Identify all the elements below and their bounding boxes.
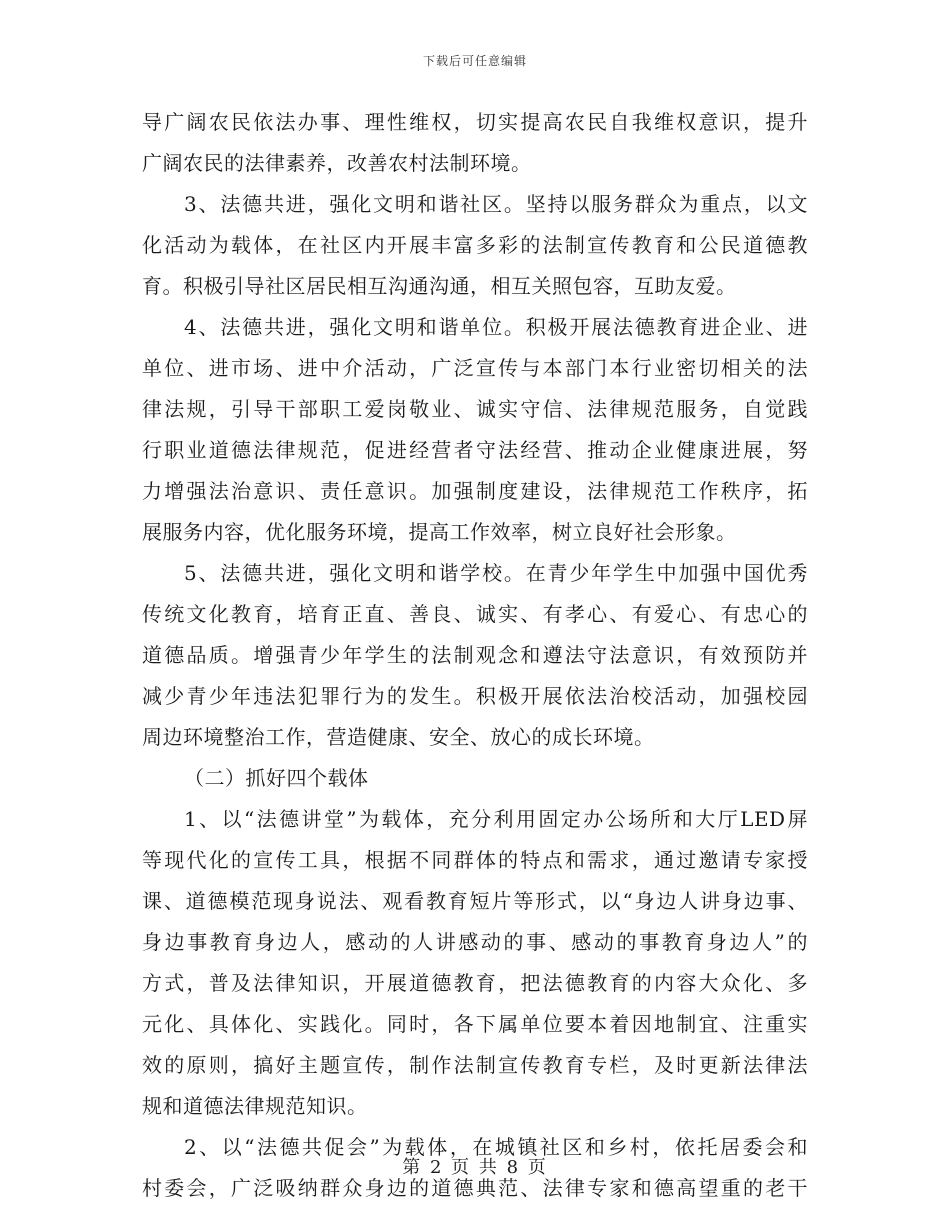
page-header: 下载后可任意编辑	[422, 54, 527, 68]
paragraph-start-line: 3、法德共进，强化文明和谐社区。坚持以服务群众为重点，以文	[184, 192, 808, 216]
text-line: 周边环境整治工作，营造健康、安全、放心的成长环境。	[142, 725, 655, 749]
text-line: 方式，普及法律知识，开展道德教育，把法德教育的内容大众化、多	[142, 971, 808, 995]
text-line: 展服务内容，优化服务环境，提高工作效率，树立良好社会形象。	[142, 520, 737, 544]
section-heading: （二）抓好四个载体	[184, 766, 369, 790]
text-line: 道德品质。增强青少年学生的法制观念和遵法守法意识，有效预防并	[142, 643, 808, 667]
text-line: 效的原则，搞好主题宣传，制作法制宣传教育专栏，及时更新法律法	[142, 1053, 808, 1077]
text-line: 身边事教育身边人，感动的人讲感动的事、感动的事教育身边人”的	[142, 930, 808, 954]
paragraph-start-line: 5、法德共进，强化文明和谐学校。在青少年学生中加强中国优秀	[184, 561, 808, 585]
text-line: 规和道德法律规范知识。	[142, 1094, 368, 1118]
paragraph-start-line: 2、以“法德共促会”为载体，在城镇社区和乡村，依托居委会和	[184, 1135, 808, 1159]
paragraph-start-line: 4、法德共进，强化文明和谐单位。积极开展法德教育进企业、进	[184, 315, 808, 339]
text-line: 课、道德模范现身说法、观看教育短片等形式，以“身边人讲身边事、	[142, 889, 808, 913]
text-line: 导广阔农民依法办事、理性维权，切实提高农民自我维权意识，提升	[142, 110, 808, 134]
page-number-footer: 第 2 页 共 8 页	[402, 1157, 548, 1178]
text-line: 力增强法治意识、责任意识。加强制度建设，法律规范工作秩序，拓	[142, 479, 808, 503]
text-line: 等现代化的宣传工具，根据不同群体的特点和需求，通过邀请专家授	[142, 848, 808, 872]
text-line: 减少青少年违法犯罪行为的发生。积极开展依法治校活动，加强校园	[142, 684, 808, 708]
paragraph-start-line: 1、以“法德讲堂”为载体，充分利用固定办公场所和大厅LED屏	[184, 807, 808, 831]
text-line: 行职业道德法律规范，促进经营者守法经营、推动企业健康进展，努	[142, 438, 808, 462]
text-line: 广阔农民的法律素养，改善农村法制环境。	[142, 151, 532, 175]
text-line: 育。积极引导社区居民相互沟通沟通，相互关照包容，互助友爱。	[142, 274, 737, 298]
text-line: 化活动为载体，在社区内开展丰富多彩的法制宣传教育和公民道德教	[142, 233, 808, 257]
text-line: 传统文化教育，培育正直、善良、诚实、有孝心、有爱心、有忠心的	[142, 602, 808, 626]
text-line: 元化、具体化、实践化。同时，各下属单位要本着因地制宜、注重实	[142, 1012, 808, 1036]
text-line: 律法规，引导干部职工爱岗敬业、诚实守信、法律规范服务，自觉践	[142, 397, 808, 421]
document-body	[142, 102, 808, 1209]
text-line: 单位、进市场、进中介活动，广泛宣传与本部门本行业密切相关的法	[142, 356, 808, 380]
text-line: 村委会，广泛吸纳群众身边的道德典范、法律专家和德高望重的老干	[142, 1176, 808, 1200]
